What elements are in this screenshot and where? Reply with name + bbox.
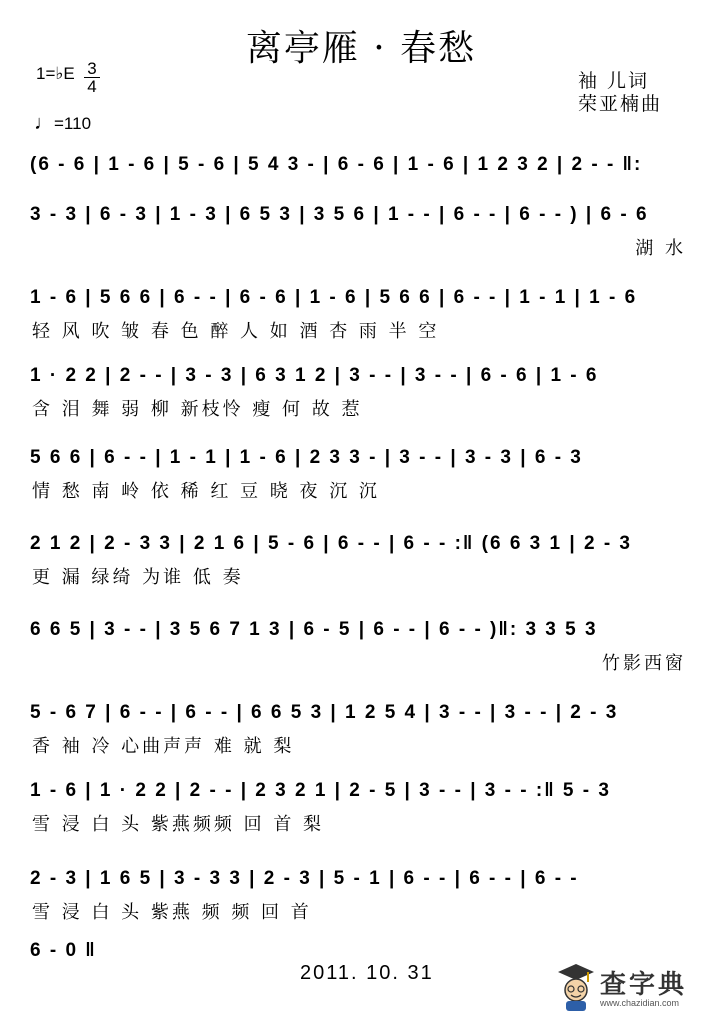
key-signature: 1=♭E [36,64,75,83]
notation-line: 5 - 6 7 | 6 - - | 6 - - | 6 6 5 3 | 1 2 5 4 | 3 - - | 3 - - | 2 - 3 [30,702,619,723]
notation-line: 6 - 0 ‖ [30,940,97,961]
lyrics-line: 轻 风 吹 皱 春 色 醉 人 如 酒 杏 雨 半 空 [32,321,440,342]
scholar-mascot-icon [556,962,596,1012]
lyrics-line: 更 漏 绿绮 为谁 低 奏 [32,567,244,588]
notation-line: 6 6 5 | 3 - - | 3 5 6 7 1 3 | 6 - 5 | 6 - - | 6 - - )‖: 3 3 5 3 [30,619,598,640]
site-watermark [556,960,706,1014]
notation-line: (6 - 6 | 1 - 6 | 5 - 6 | 5 4 3 - | 6 - 6 | 1 - 6 | 1 2 3 2 | 2 - - ‖: [30,154,643,175]
lyrics-line: 情 愁 南 岭 依 稀 红 豆 晓 夜 沉 沉 [32,481,380,502]
tempo-marking [34,112,91,135]
notation-line: 5 6 6 | 6 - - | 1 - 1 | 1 - 6 | 2 3 3 - | 3 - - | 3 - 3 | 6 - 3 [30,447,583,468]
watermark-text: 查字典 [600,970,688,1000]
quarter-note-icon: ♩ [34,112,54,134]
time-signature-bottom: 4 [87,77,97,96]
composer-credit: 荣亚楠曲 [578,93,663,115]
tempo-value: =110 [54,114,92,133]
lyrics-line: 竹影西窗 [602,653,686,674]
lyrics-line: 雪 浸 白 头 紫燕 频 频 回 首 [32,902,312,923]
song-title: 离亭雁 · 春愁 [245,28,477,69]
time-signature-top: 3 [84,60,100,78]
notation-line: 1 - 6 | 5 6 6 | 6 - - | 6 - 6 | 1 - 6 | 5 6 6 | 6 - - | 1 - 1 | 1 - 6 [30,287,638,308]
notation-line: 1 - 6 | 1 · 2 2 | 2 - - | 2 3 2 1 | 2 - 5 | 3 - - | 3 - - :‖ 5 - 3 [30,780,611,801]
lyrics-line: 香 袖 冷 心曲声声 难 就 梨 [32,736,295,757]
notation-line: 1 · 2 2 | 2 - - | 3 - 3 | 6 3 1 2 | 3 - - | 3 - - | 6 - 6 | 1 - 6 [30,365,599,386]
composition-date: 2011. 10. 31 [300,962,434,984]
time-signature [84,60,100,95]
lyricist-credit: 袖 儿词 [578,70,650,92]
lyrics-line: 湖 水 [635,238,686,259]
lyrics-line: 含 泪 舞 弱 柳 新枝怜 瘦 何 故 惹 [32,399,363,420]
notation-line: 2 - 3 | 1 6 5 | 3 - 3 3 | 2 - 3 | 5 - 1 | 6 - - | 6 - - | 6 - - [30,868,579,889]
notation-line: 2 1 2 | 2 - 3 3 | 2 1 6 | 5 - 6 | 6 - - | 6 - - :‖ (6 6 3 1 | 2 - 3 [30,533,632,554]
lyrics-line: 雪 浸 白 头 紫燕频频 回 首 梨 [32,814,325,835]
notation-line: 3 - 3 | 6 - 3 | 1 - 3 | 6 5 3 | 3 5 6 | 1 - - | 6 - - | 6 - - ) | 6 - 6 [30,204,649,225]
watermark-url: www.chazidian.com [600,998,680,1008]
